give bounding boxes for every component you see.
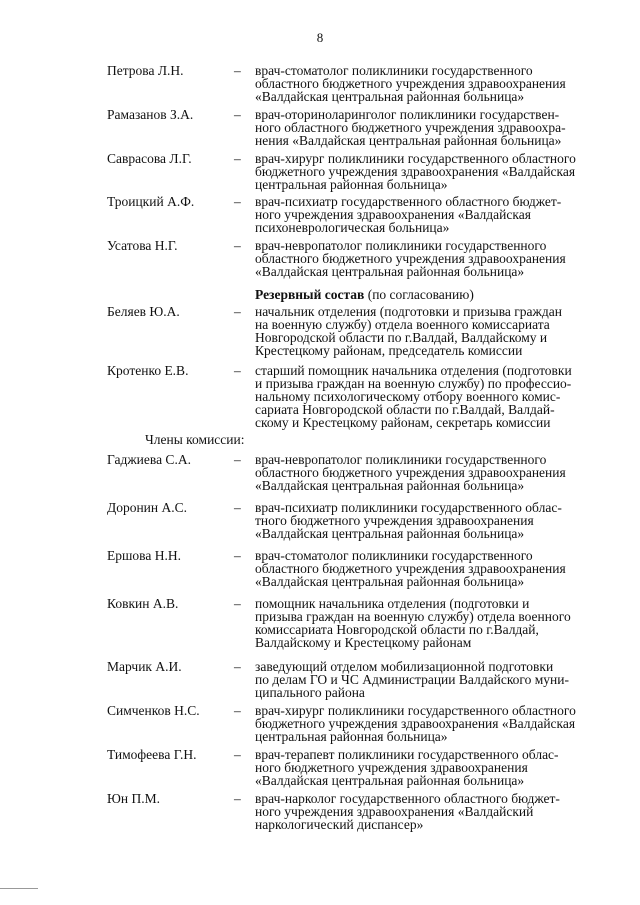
description-line: ного учреждения здравоохранения «Валдайская (255, 207, 531, 222)
position-description (255, 748, 607, 787)
description-line: помощник начальника отделения (подготовки и (255, 596, 530, 611)
description-line: Новгородской области по г.Валдай, Валдайскому и (255, 330, 548, 345)
description-line: «Валдайская центральная районная больница» (255, 574, 525, 589)
description-line: заведующий отделом мобилизационной подготовки (255, 659, 554, 674)
separator-dash: – (234, 500, 241, 515)
description-line: врач-психиатр поликлиники государственного облас- (255, 500, 562, 515)
person-name: Беляев Ю.А. (107, 304, 180, 319)
separator-dash: – (234, 791, 241, 806)
description-line: по делам ГО и ЧС Администрации Валдайского муни- (255, 672, 570, 687)
description-line: врач-хирург поликлиники государственного областного (255, 703, 576, 718)
position-description (255, 108, 607, 147)
person-name: Усатова Н.Г. (107, 238, 178, 253)
description-line: ного бюджетного учреждения здравоохранения (255, 760, 528, 775)
separator-dash: – (234, 659, 241, 674)
separator-dash: – (234, 548, 241, 563)
person-name: Юн П.М. (107, 791, 160, 806)
separator-dash: – (234, 238, 241, 253)
description-line: бюджетного учреждения здравоохранения «Валдайская (255, 164, 576, 179)
person-name: Доронин А.С. (107, 500, 188, 515)
description-line: нальному психологическому отбору военного комис- (255, 389, 561, 404)
position-description (255, 305, 607, 357)
separator-dash: – (234, 304, 241, 319)
person-name: Петрова Л.Н. (107, 63, 184, 78)
description-line: психоневрологическая больница» (255, 220, 450, 235)
reserve-heading-bold: Резервный состав (255, 287, 365, 302)
person-name: Ершова Н.Н. (107, 548, 181, 563)
position-description (255, 195, 607, 234)
position-description (255, 501, 607, 540)
description-line: на военную службу) отдела военного комиссариата (255, 317, 550, 332)
description-line: врач-хирург поликлиники государственного областного (255, 151, 576, 166)
description-line: нения «Валдайская центральная районная больница» (255, 133, 562, 148)
separator-dash: – (234, 703, 241, 718)
separator-dash: – (234, 107, 241, 122)
description-line: врач-терапевт поликлиники государственного облас- (255, 747, 559, 762)
description-line: старший помощник начальника отделения (подготовки (255, 363, 572, 378)
description-line: ного областного бюджетного учреждения здравоохра- (255, 120, 566, 135)
description-line: ципального района (255, 685, 365, 700)
separator-dash: – (234, 151, 241, 166)
description-line: ного учреждения здравоохранения «Валдайский (255, 804, 534, 819)
description-line: «Валдайская центральная районная больница» (255, 478, 525, 493)
description-line: тного бюджетного учреждения здравоохранения (255, 513, 534, 528)
person-name: Саврасова Л.Г. (107, 151, 192, 166)
description-line: областного бюджетного учреждения здравоохранения (255, 76, 566, 91)
person-name: Марчик А.И. (107, 659, 182, 674)
position-description (255, 453, 607, 492)
position-description (255, 660, 607, 699)
description-line: «Валдайская центральная районная больница» (255, 526, 525, 541)
description-line: скому и Крестецкому районам, секретарь комиссии (255, 415, 551, 430)
person-name: Троицкий А.Ф. (107, 194, 195, 209)
person-name: Гаджиева С.А. (107, 452, 191, 467)
reserve-heading-note: (по согласованию) (364, 287, 474, 302)
person-name: Рамазанов З.А. (107, 107, 194, 122)
description-line: Крестецкому районам, председатель комиссии (255, 343, 523, 358)
description-line: врач-оториноларинголог поликлиники государствен- (255, 107, 560, 122)
description-line: бюджетного учреждения здравоохранения «Валдайская (255, 716, 576, 731)
position-description (255, 704, 607, 743)
description-line: врач-невропатолог поликлиники государственного (255, 238, 547, 253)
position-description (255, 64, 607, 103)
description-line: центральная районная больница» (255, 729, 448, 744)
separator-dash: – (234, 596, 241, 611)
description-line: «Валдайская центральная районная больница» (255, 773, 525, 788)
separator-dash: – (234, 452, 241, 467)
page-number: 8 (316, 30, 324, 45)
description-line: врач-стоматолог поликлиники государственного (255, 63, 533, 78)
description-line: «Валдайская центральная районная больница» (255, 89, 525, 104)
person-name: Симченков Н.С. (107, 703, 200, 718)
description-line: врач-нарколог государственного областного бюджет- (255, 791, 560, 806)
separator-dash: – (234, 747, 241, 762)
reserve-heading (255, 287, 474, 303)
description-line: наркологический диспансер» (255, 817, 424, 832)
description-line: Валдайскому и Крестецкому районам (255, 635, 472, 650)
description-line: врач-стоматолог поликлиники государственного (255, 548, 533, 563)
person-name: Кротенко Е.В. (107, 363, 189, 378)
description-line: «Валдайская центральная районная больница» (255, 264, 525, 279)
description-line: областного бюджетного учреждения здравоохранения (255, 465, 566, 480)
position-description (255, 152, 607, 191)
description-line: областного бюджетного учреждения здравоохранения (255, 561, 566, 576)
position-description (255, 597, 607, 649)
description-line: призыва граждан на военную службу) отдела военного (255, 609, 571, 624)
person-name: Тимофеева Г.Н. (107, 747, 197, 762)
position-description (255, 792, 607, 831)
description-line: сариата Новгородской области по г.Валдай, Валдай- (255, 402, 555, 417)
separator-dash: – (234, 363, 241, 378)
separator-dash: – (234, 63, 241, 78)
separator-dash: – (234, 194, 241, 209)
position-description (255, 239, 607, 278)
position-description (255, 549, 607, 588)
person-name: Ковкин А.В. (107, 596, 179, 611)
members-label: Члены комиссии: (145, 432, 245, 447)
description-line: врач-психиатр государственного областного бюджет- (255, 194, 562, 209)
description-line: и призыва граждан на военную службу) по профессио- (255, 376, 572, 391)
description-line: комиссариата Новгородской области по г.Валдай, (255, 622, 539, 637)
description-line: центральная районная больница» (255, 177, 448, 192)
position-description (255, 364, 607, 429)
description-line: врач-невропатолог поликлиники государственного (255, 452, 547, 467)
footer-rule (0, 888, 38, 889)
description-line: областного бюджетного учреждения здравоохранения (255, 251, 566, 266)
description-line: начальник отделения (подготовки и призыва граждан (255, 304, 562, 319)
